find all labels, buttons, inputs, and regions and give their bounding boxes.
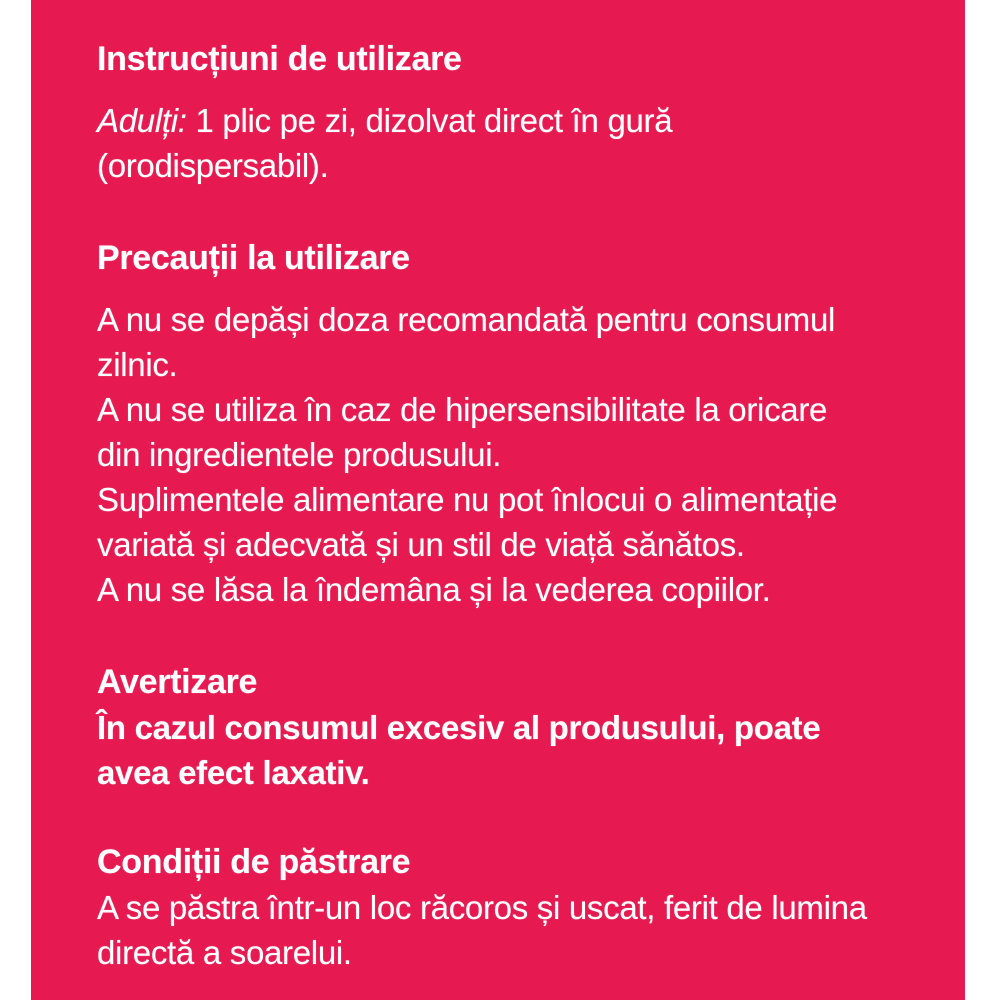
warning-body [97,705,937,795]
precautions-heading: Precauții la utilizare [97,239,410,277]
storage-body [97,885,937,975]
dosage-instruction: 1 plic pe zi, dizolvat direct în gură [186,102,673,139]
storage-heading: Condiții de păstrare [97,843,411,881]
storage-line: A se păstra într-un loc răcoros și uscat, ferit de lumina [97,889,867,926]
label-panel [31,0,965,1000]
precautions-line: variată și adecvată și un stil de viață sănătos. [97,526,745,563]
section-precautions [97,236,937,612]
warning-line: avea efect laxativ. [97,754,370,791]
precautions-line: A nu se lăsa la îndemâna și la vederea copiilor. [97,571,771,608]
warning-line: În cazul consumul excesiv al produsului, poate [97,709,821,746]
precautions-line: din ingredientele produsului. [97,436,502,473]
precautions-line: zilnic. [97,346,178,383]
precautions-line: Suplimentele alimentare nu pot înlocui o alimentație [97,481,838,518]
dosage-line-2: (orodispersabil). [97,147,329,184]
precautions-line: A nu se utiliza în caz de hipersensibilitate la oricare [97,391,828,428]
section-usage [97,37,937,188]
dosage-line-1 [97,98,937,143]
dosage-audience: Adulți: [97,102,187,139]
warning-heading: Avertizare [97,663,258,701]
usage-heading: Instrucțiuni de utilizare [97,40,462,78]
precautions-body [97,297,937,612]
section-warning [97,660,937,795]
section-storage [97,840,937,975]
precautions-line: A nu se depăși doza recomandată pentru consumul [97,301,836,338]
usage-body [97,98,937,188]
storage-line: directă a soarelui. [97,934,352,971]
